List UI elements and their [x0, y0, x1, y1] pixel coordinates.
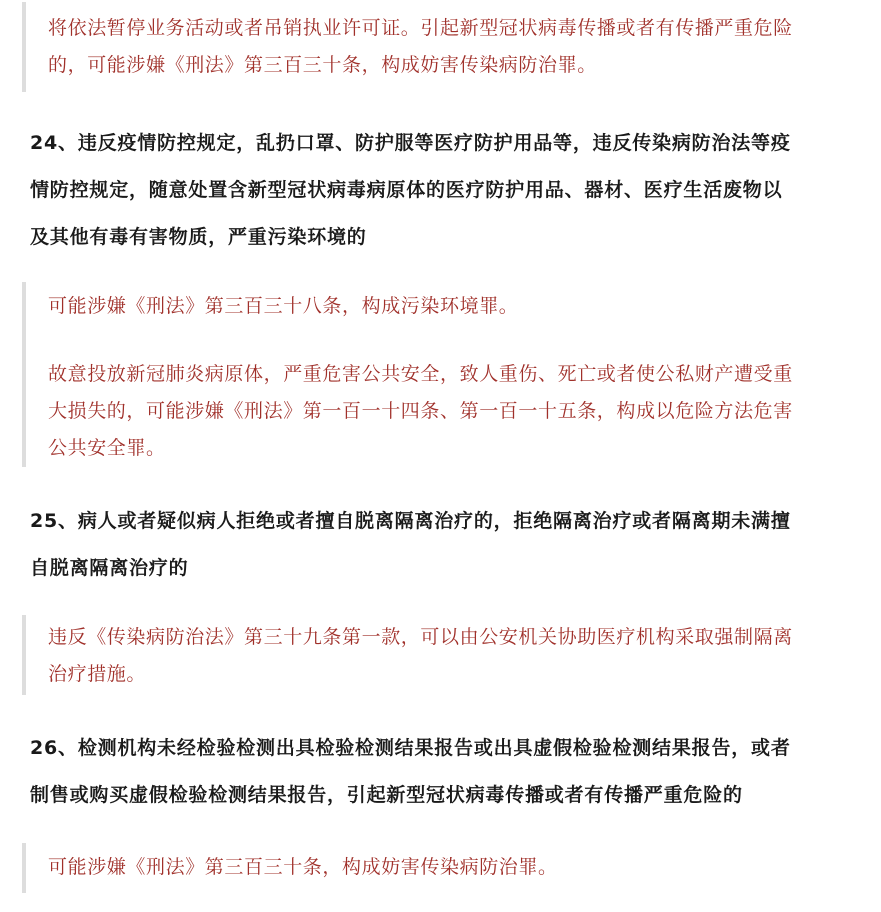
heading-line: 制售或购买虚假检验检测结果报告，引起新型冠状病毒传播或者有传播严重危险的 — [30, 784, 743, 806]
heading-item-26 — [30, 725, 856, 819]
heading-line: 24、违反疫情防控规定，乱扔口罩、防护服等医疗防护用品等，违反传染病防治法等疫 — [30, 132, 791, 154]
quote-line: 将依法暂停业务活动或者吊销执业许可证。引起新型冠状病毒传播或者有传播严重危险 — [48, 17, 793, 39]
quote-block-2 — [22, 282, 858, 467]
quote-line: 公共安全罪。 — [48, 437, 166, 459]
heading-line: 及其他有毒有害物质，严重污染环境的 — [30, 226, 367, 248]
heading-line: 情防控规定，随意处置含新型冠状病毒病原体的医疗防护用品、器材、医疗生活废物以 — [30, 179, 783, 201]
quote-block-1 — [22, 2, 858, 92]
quote-line: 的，可能涉嫌《刑法》第三百三十条，构成妨害传染病防治罪。 — [48, 54, 597, 76]
quote-line: 可能涉嫌《刑法》第三百三十条，构成妨害传染病防治罪。 — [48, 856, 558, 878]
heading-line: 25、病人或者疑似病人拒绝或者擅自脱离隔离治疗的，拒绝隔离治疗或者隔离期未满擅 — [30, 510, 791, 532]
quote-line: 违反《传染病防治法》第三十九条第一款，可以由公安机关协助医疗机构采取强制隔离 — [48, 626, 793, 648]
heading-line: 26、检测机构未经检验检测出具检验检测结果报告或出具虚假检验检测结果报告，或者 — [30, 737, 791, 759]
quote-block-3 — [22, 615, 858, 695]
heading-item-24 — [30, 120, 856, 261]
quote-line: 故意投放新冠肺炎病原体，严重危害公共安全，致人重伤、死亡或者使公私财产遭受重 — [48, 363, 793, 385]
quote-paragraph: 可能涉嫌《刑法》第三百三十八条，构成污染环境罪。 — [48, 295, 519, 317]
quote-line: 大损失的，可能涉嫌《刑法》第一百一十四条、第一百一十五条，构成以危险方法危害 — [48, 400, 793, 422]
quote-block-4 — [22, 843, 858, 893]
heading-line: 自脱离隔离治疗的 — [30, 557, 189, 579]
heading-item-25 — [30, 498, 856, 592]
quote-line: 治疗措施。 — [48, 663, 147, 685]
